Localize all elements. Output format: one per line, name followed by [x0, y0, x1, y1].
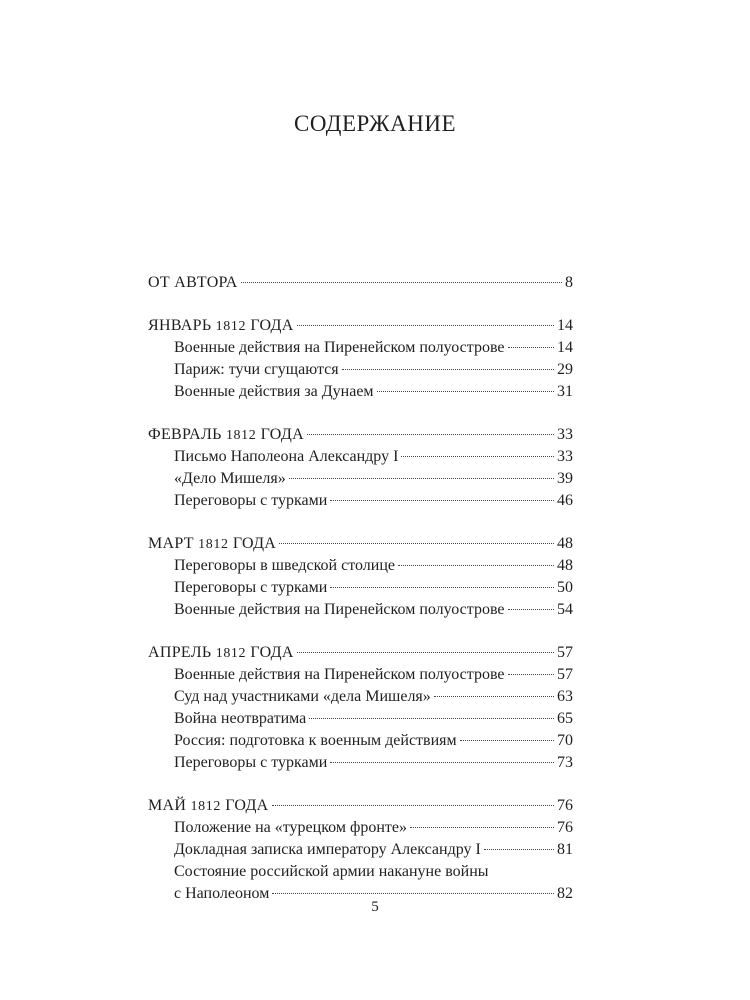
toc-item[interactable]	[148, 468, 573, 490]
dot-leader	[307, 434, 554, 435]
toc-heading[interactable]	[148, 642, 573, 664]
toc-item-label: Военные действия на Пиренейском полуострове	[174, 666, 505, 683]
toc-item-label: Военные действия на Пиренейском полуострове	[174, 339, 505, 356]
toc-page-number: 76	[557, 797, 573, 814]
toc-page-number: 63	[557, 688, 573, 705]
toc-item-label: с Наполеоном	[174, 885, 270, 902]
toc-page-number: 46	[557, 492, 573, 509]
toc-heading[interactable]	[148, 315, 573, 337]
toc-item-label: «Дело Мишеля»	[174, 470, 286, 487]
dot-leader	[508, 347, 555, 348]
toc-item[interactable]	[148, 817, 573, 839]
toc-page-number: 14	[557, 317, 573, 334]
toc-item-label: Переговоры в шведской столице	[174, 557, 395, 574]
toc-item-label: Суд над участниками «дела Мишеля»	[174, 688, 431, 705]
toc-item[interactable]	[148, 664, 573, 686]
dot-leader	[272, 893, 554, 894]
dot-leader	[508, 609, 555, 610]
toc-heading[interactable]	[148, 424, 573, 446]
toc-page-number: 50	[557, 579, 573, 596]
page-title: СОДЕРЖАНИЕ	[293, 111, 456, 136]
toc-heading-label: ОТ АВТОРА	[148, 274, 238, 291]
toc-item[interactable]	[148, 752, 573, 774]
toc-heading-label: МАЙ 1812 ГОДА	[148, 797, 269, 814]
toc-page-number: 8	[565, 274, 573, 291]
toc-item-label: Докладная записка императору Александру I	[174, 841, 481, 858]
toc-page-number: 57	[557, 666, 573, 683]
dot-leader	[297, 652, 554, 653]
page-footer-number: 5	[371, 899, 379, 915]
dot-leader	[434, 696, 554, 697]
dot-leader	[309, 718, 554, 719]
toc-page-number: 14	[557, 339, 573, 356]
toc-page-number: 73	[557, 754, 573, 771]
toc-section-may	[148, 795, 573, 905]
toc-item-label: Положение на «турецком фронте»	[174, 819, 408, 836]
toc-page-number: 48	[557, 535, 573, 552]
dot-leader	[508, 674, 555, 675]
dot-leader	[279, 543, 554, 544]
toc-item-label: Военные действия за Дунаем	[174, 383, 374, 400]
toc-section-march	[148, 533, 573, 621]
toc-item-label: Военные действия на Пиренейском полуострове	[174, 601, 505, 618]
toc-item-label-line1: Состояние российской армии накануне войны	[174, 863, 489, 880]
toc-item[interactable]	[148, 599, 573, 621]
toc-item[interactable]	[148, 708, 573, 730]
toc-page-number: 39	[557, 470, 573, 487]
toc-item-label: Париж: тучи сгущаются	[174, 361, 339, 378]
dot-leader	[241, 282, 562, 283]
toc-page-number: 33	[557, 426, 573, 443]
dot-leader	[410, 827, 554, 828]
dot-leader	[398, 565, 554, 566]
dot-leader	[460, 740, 554, 741]
dot-leader	[330, 762, 554, 763]
toc-section-february	[148, 424, 573, 512]
toc-page-number: 29	[557, 361, 573, 378]
dot-leader	[297, 325, 554, 326]
toc-item[interactable]	[148, 686, 573, 708]
dot-leader	[272, 805, 554, 806]
toc-heading-label: МАРТ 1812 ГОДА	[148, 535, 277, 552]
toc-page-number: 57	[557, 644, 573, 661]
dot-leader	[401, 456, 554, 457]
toc-page-number: 48	[557, 557, 573, 574]
dot-leader	[377, 391, 554, 392]
toc-item[interactable]	[148, 839, 573, 861]
toc-page-number: 33	[557, 448, 573, 465]
toc-heading-label: АПРЕЛЬ 1812 ГОДА	[148, 644, 294, 661]
toc-section-april	[148, 642, 573, 774]
toc-item[interactable]	[148, 577, 573, 599]
dot-leader	[342, 369, 554, 370]
toc-heading-label: ФЕВРАЛЬ 1812 ГОДА	[148, 426, 304, 443]
toc-item-label: Война неотвратима	[174, 710, 307, 727]
toc-section-january	[148, 315, 573, 403]
toc-page-number: 31	[557, 383, 573, 400]
toc-item[interactable]	[148, 490, 573, 512]
toc-item-label: Россия: подготовка к военным действиям	[174, 732, 457, 749]
table-of-contents	[148, 272, 573, 926]
toc-item[interactable]	[148, 555, 573, 577]
toc-page-number: 70	[557, 732, 573, 749]
dot-leader	[330, 587, 554, 588]
toc-heading[interactable]	[148, 272, 573, 294]
dot-leader	[330, 500, 554, 501]
toc-page-number: 82	[557, 885, 573, 902]
dot-leader	[484, 849, 554, 850]
toc-heading[interactable]	[148, 795, 573, 817]
toc-page-number: 54	[557, 601, 573, 618]
toc-item[interactable]	[148, 359, 573, 381]
toc-item-label: Переговоры с турками	[174, 492, 328, 509]
toc-section-preface	[148, 272, 573, 294]
toc-item-label: Переговоры с турками	[174, 754, 328, 771]
toc-item-label: Письмо Наполеона Александру I	[174, 448, 399, 465]
toc-item[interactable]	[148, 381, 573, 403]
toc-page-number: 81	[557, 841, 573, 858]
toc-page-number: 65	[557, 710, 573, 727]
toc-item[interactable]	[148, 446, 573, 468]
dot-leader	[289, 478, 554, 479]
toc-item[interactable]	[148, 337, 573, 359]
toc-heading-label: ЯНВАРЬ 1812 ГОДА	[148, 317, 294, 334]
toc-item[interactable]	[148, 730, 573, 752]
toc-item-label: Переговоры с турками	[174, 579, 328, 596]
toc-page-number: 76	[557, 819, 573, 836]
toc-heading[interactable]	[148, 533, 573, 555]
